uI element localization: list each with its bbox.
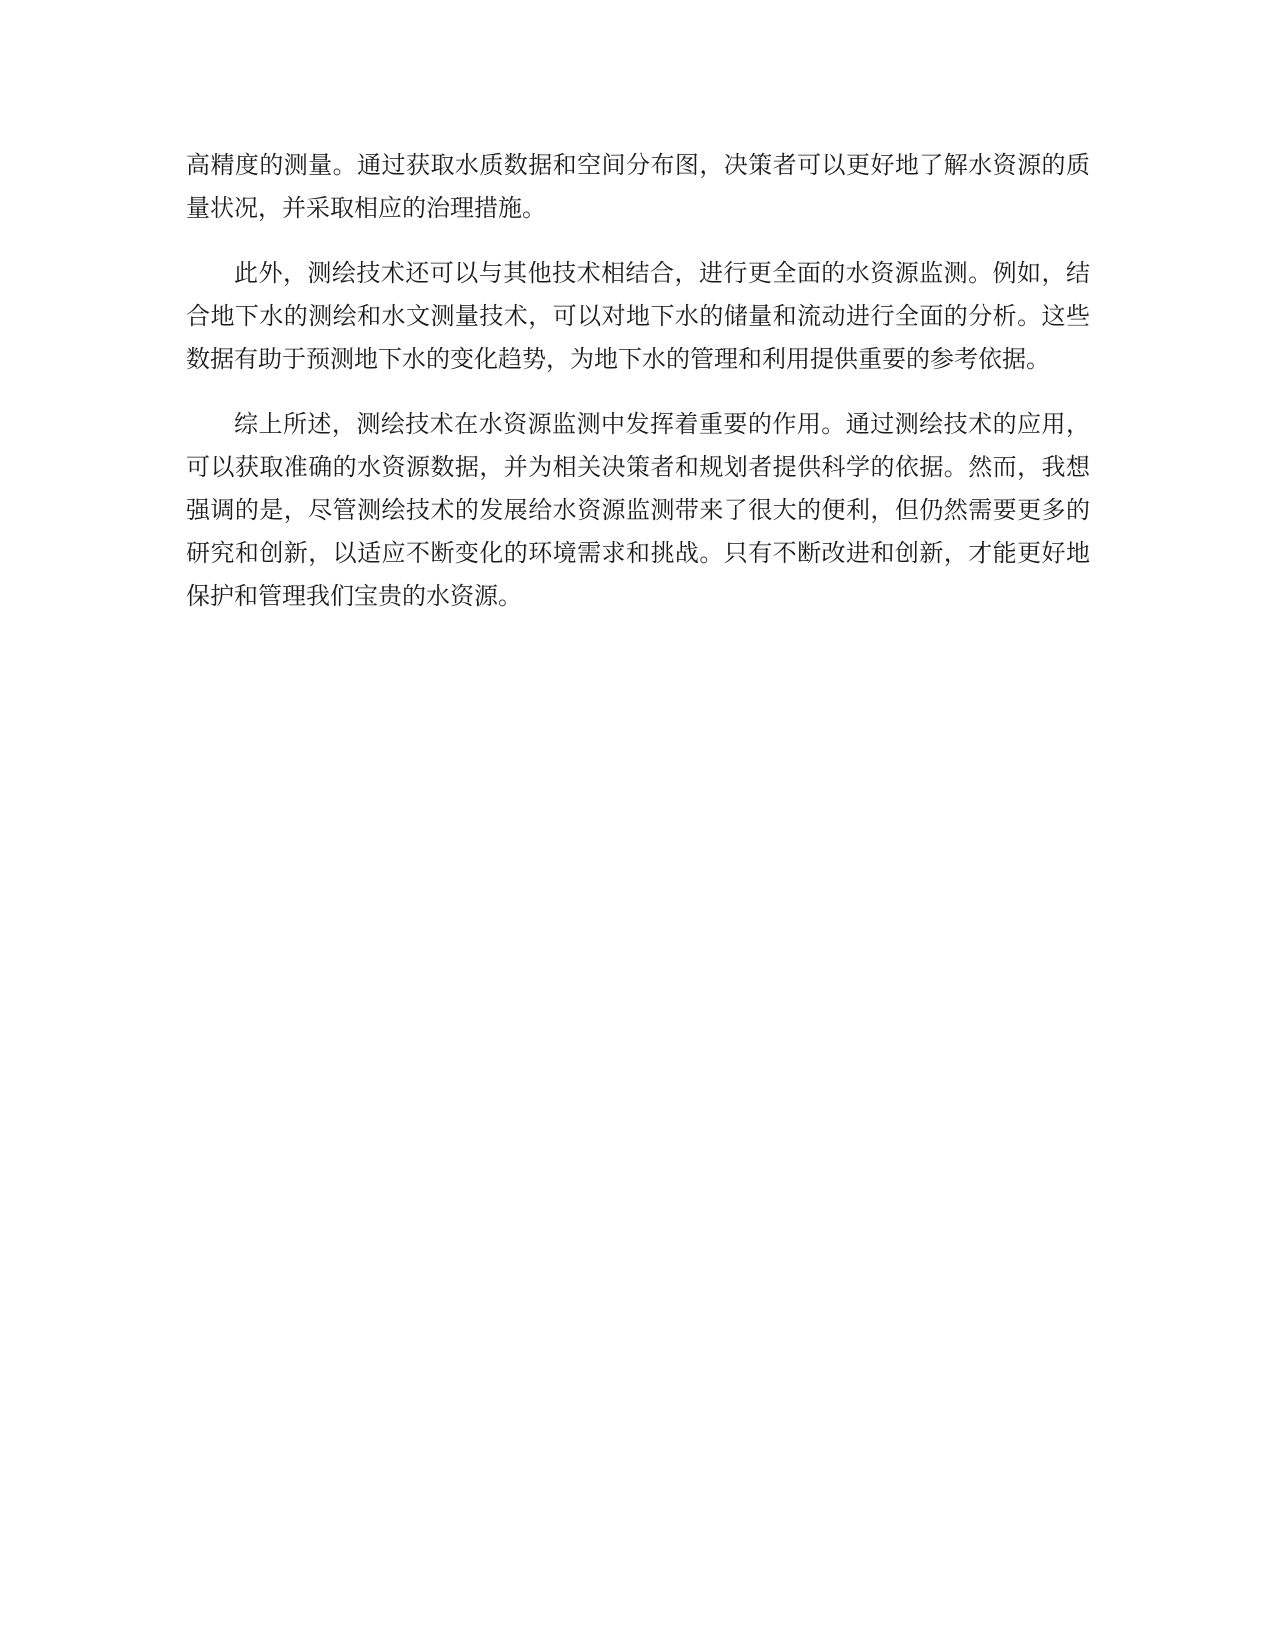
paragraph-water-quality: 高精度的测量。通过获取水质数据和空间分布图，决策者可以更好地了解水资源的质量状况，并采取相应的治理措施。 (186, 151, 1090, 222)
document-body (186, 144, 1090, 640)
paragraph-groundwater: 此外，测绘技术还可以与其他技术相结合，进行更全面的水资源监测。例如，结合地下水的测绘和水文测量技术，可以对地下水的储量和流动进行全面的分析。这些数据有助于预测地下水的变化趋势，为地下水的管理和利用提供重要的参考依据。 (186, 259, 1090, 373)
paragraph-conclusion: 综上所述，测绘技术在水资源监测中发挥着重要的作用。通过测绘技术的应用，可以获取准确的水资源数据，并为相关决策者和规划者提供科学的依据。然而，我想强调的是，尽管测绘技术的发展给水资源监测带来了很大的便利，但仍然需要更多的研究和创新，以适应不断变化的环境需求和挑战。只有不断改进和创新，才能更好地保护和管理我们宝贵的水资源。 (186, 410, 1090, 610)
